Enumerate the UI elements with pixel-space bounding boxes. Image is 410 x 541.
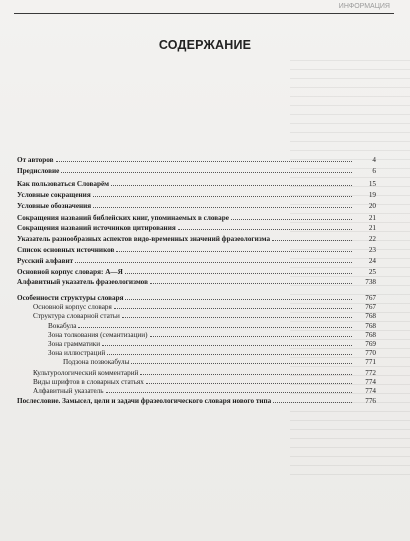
header-rule: [14, 13, 394, 14]
toc-entry-main-corpus[interactable]: Основной корпус словаря: А—Я 25: [17, 268, 376, 276]
toc-subentry-main-corpus[interactable]: Основной корпус словаря 767: [33, 303, 376, 311]
toc-entry-how-to-use[interactable]: Как пользоваться Словарём 15: [17, 180, 376, 188]
toc-entry-aspect-index[interactable]: Указатель разнообразных аспектов видо-временных значений фразеологизма 22: [17, 235, 376, 243]
toc-subentry-font-types[interactable]: Виды шрифтов в словарных статьях 774: [33, 378, 376, 386]
page-title: СОДЕРЖАНИЕ: [158, 38, 252, 52]
toc-subentry-definition-zone[interactable]: Зона толкования (семантизации) 768: [48, 331, 376, 339]
toc-subentry-cultural-commentary[interactable]: Культурологический комментарий 772: [33, 369, 376, 377]
toc-subentry-entry-structure[interactable]: Структура словарной статьи 768: [33, 312, 376, 320]
toc-entry-preface[interactable]: Предисловие 6: [17, 167, 376, 175]
running-header: ИНФОРМАЦИЯ: [338, 3, 390, 10]
toc-entry-sources-list[interactable]: Список основных источников 23: [17, 246, 376, 254]
toc-entry-afterword[interactable]: Послесловие. Замысел, цели и задачи фразеологического словаря нового типа 776: [17, 397, 376, 405]
toc-subentry-grammar-zone[interactable]: Зона грамматики 769: [48, 340, 376, 348]
toc-entry-bible-abbreviations[interactable]: Сокращения названий библейских книг, упоминаемых в словаре 21: [17, 214, 376, 222]
toc-entry-russian-alphabet[interactable]: Русский алфавит 24: [17, 257, 376, 265]
toc-subentry-illustration-zone[interactable]: Зона иллюстраций 770: [48, 349, 376, 357]
toc-subentry-vocable[interactable]: Вокабула 768: [48, 322, 376, 330]
toc-subentry-alphabetical-index[interactable]: Алфавитный указатель 774: [33, 387, 376, 395]
toc-entry-source-abbreviations[interactable]: Сокращения названий источников цитирования 21: [17, 224, 376, 232]
toc-entry-alphabetical-index[interactable]: Алфавитный указатель фразеологизмов 738: [17, 278, 376, 286]
toc-subentry-subvocable-zone[interactable]: Подзона позвокабулы 771: [63, 358, 376, 366]
toc-entry-from-authors[interactable]: От авторов 4: [17, 156, 376, 164]
toc-entry-abbreviations[interactable]: Условные сокращения 19: [17, 191, 376, 199]
toc-entry-structure-features[interactable]: Особенности структуры словаря 767: [17, 294, 376, 302]
toc-entry-symbols[interactable]: Условные обозначения 20: [17, 202, 376, 210]
